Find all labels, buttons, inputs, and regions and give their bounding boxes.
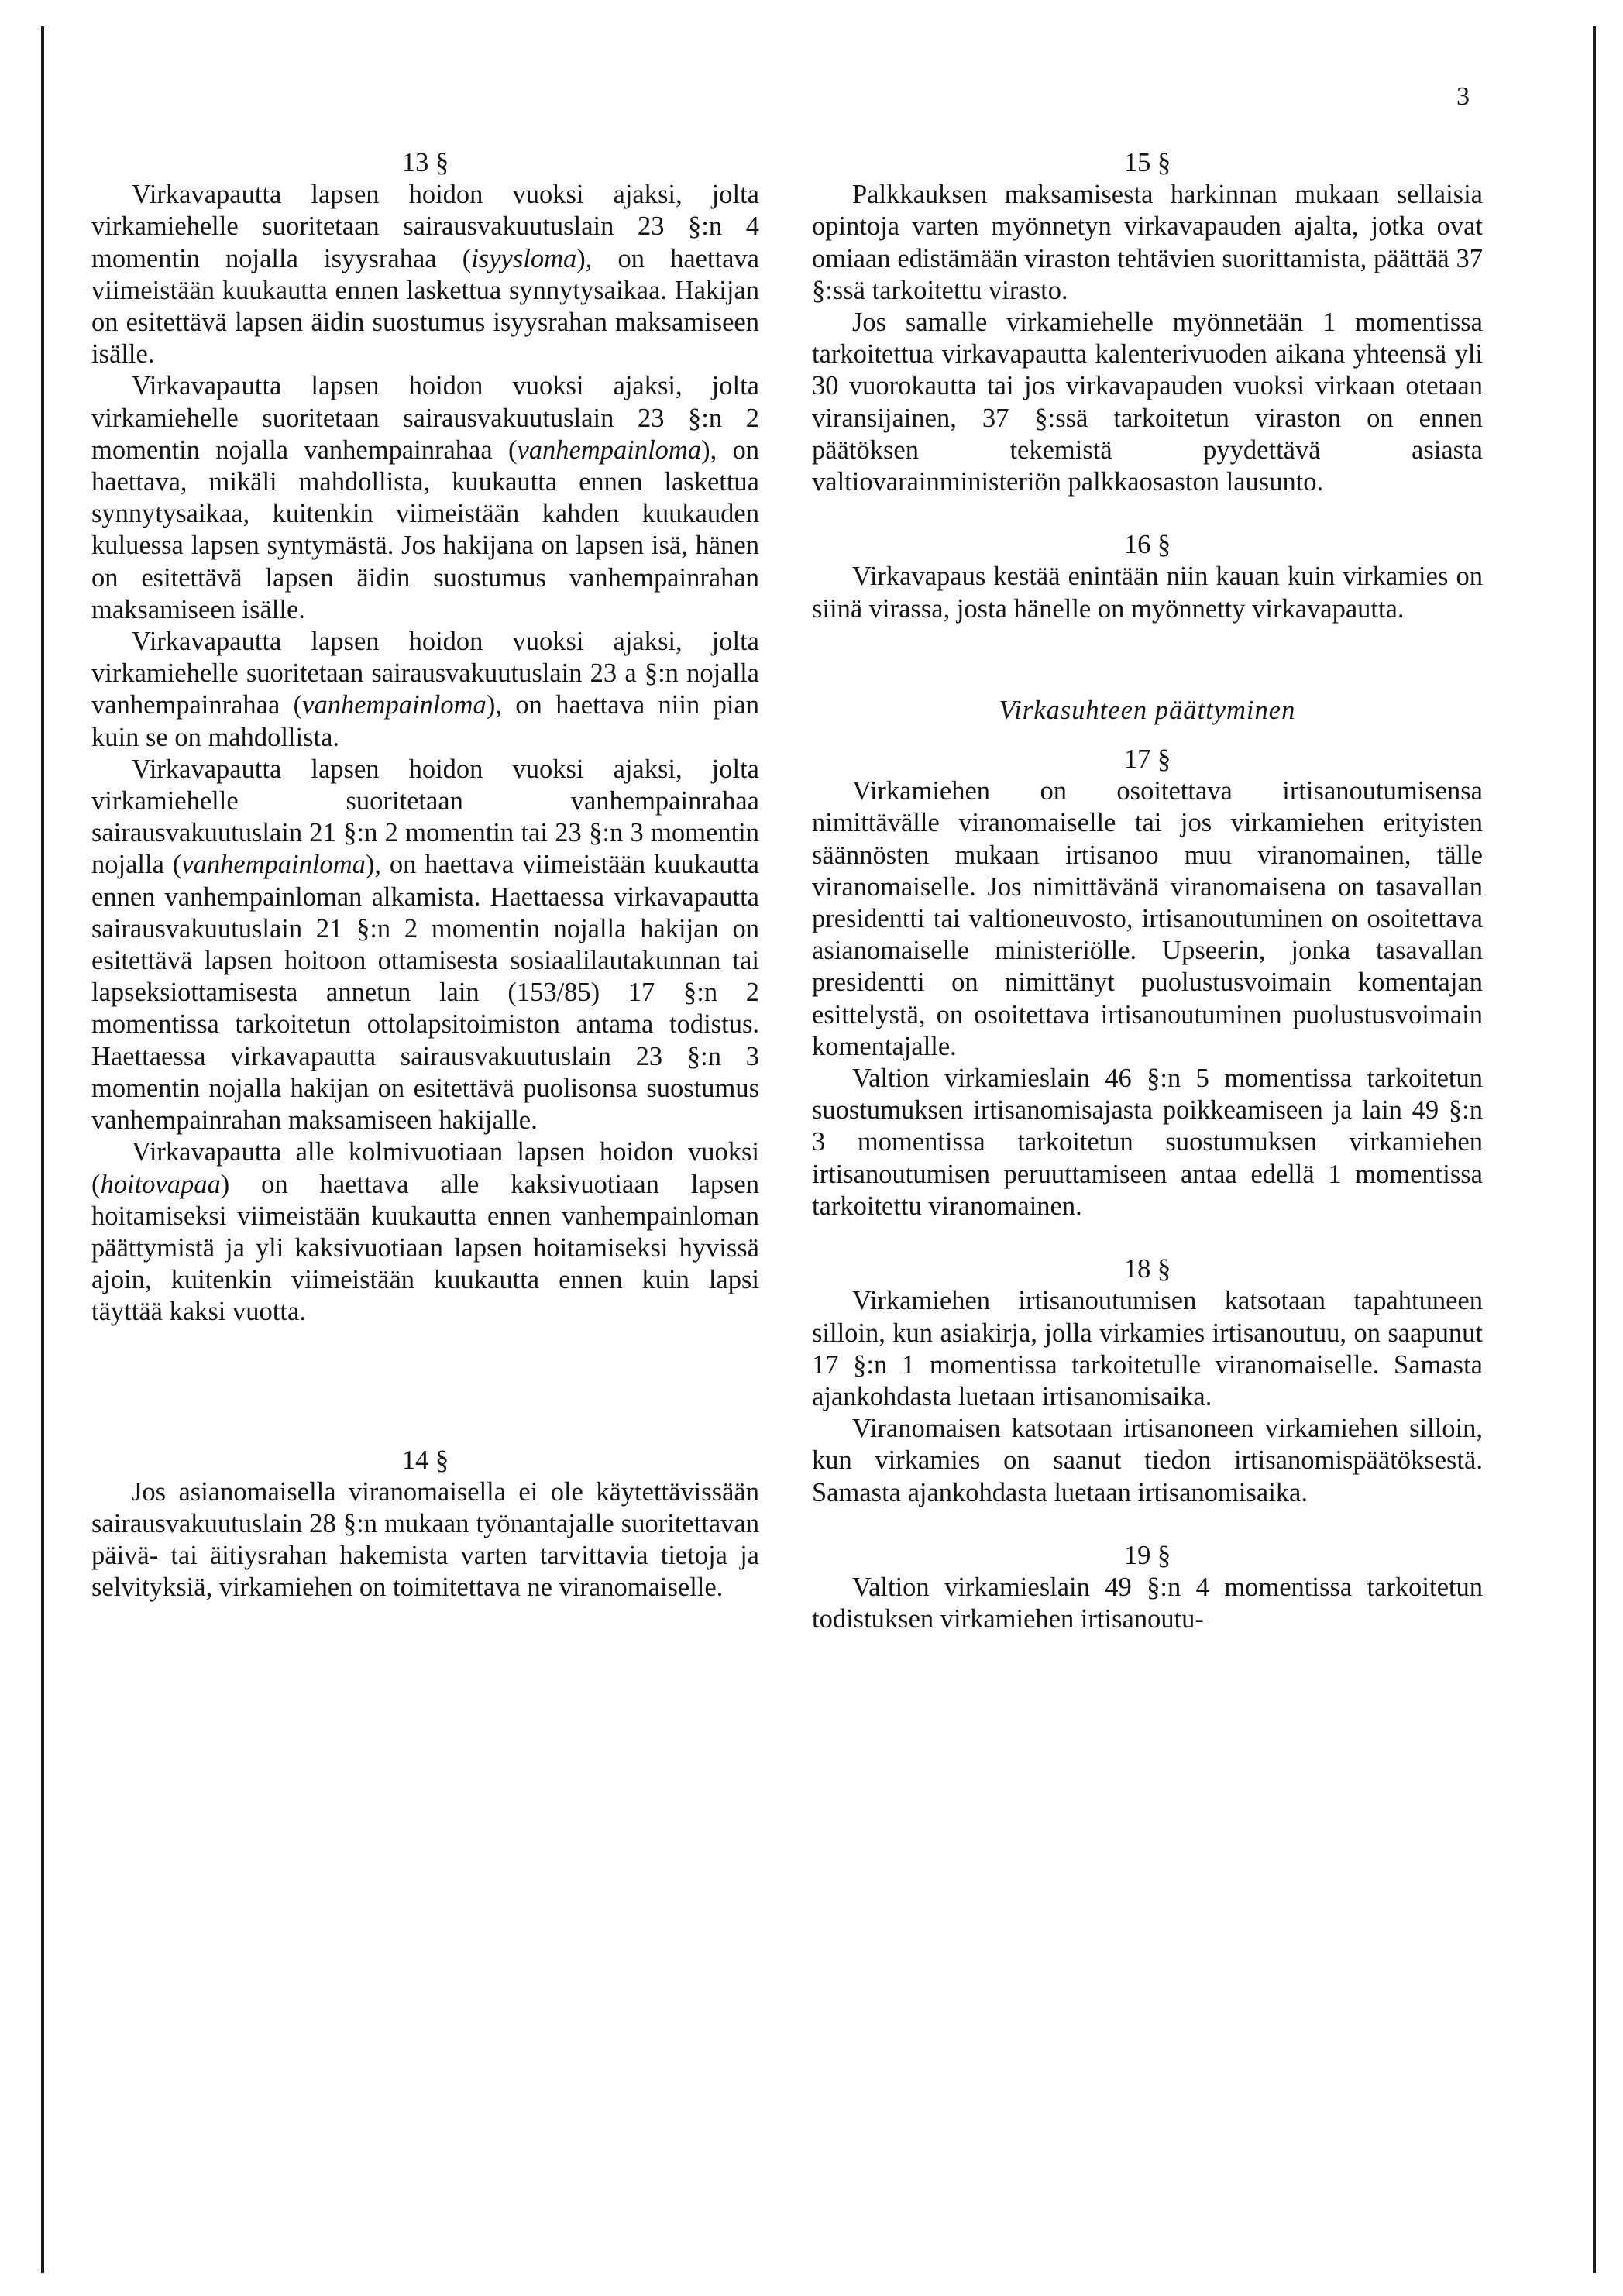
right-margin-rule xyxy=(1593,26,1596,2273)
right-column xyxy=(812,147,1483,1635)
section-13-paragraph-1: Virkavapautta lapsen hoidon vuoksi ajaksi, jolta virkamiehelle suoritetaan sairausvakuutuslain 23 §:n 4 momentin nojalla isyysrahaa (isyysloma), on haettava viimeistään kuukautta ennen laskettua synnytysaikaa. Hakijan on esitettävä lapsen äidin suostumus isyysrahan maksamiseen isälle. xyxy=(91,180,759,369)
section-16-paragraph-1: Virkavapaus kestää enintään niin kauan kuin virkamies on siinä virassa, josta hänelle on myönnetty virkavapautta. xyxy=(812,562,1483,624)
section-17-paragraph-1: Virkamiehen on osoitettava irtisanoutumisensa nimittävälle viranomaiselle tai jos virkamiehen erityisten säännösten mukaan irtisanoo muu viranomainen, tälle viranomaiselle. Jos nimittävänä viranomaisena on tasavallan presidentti tai valtioneuvosto, irtisanoutuminen on osoitettava asianomaiselle ministeriölle. Upseerin, jonka tasavallan presidentti on nimittänyt puolustusvoimain komentajan esittelystä, on osoitettava irtisanoutuminen puolustusvoimain komentajalle. xyxy=(812,776,1483,1061)
term-isyysloma: isyysloma xyxy=(471,243,577,273)
left-margin-rule xyxy=(41,26,44,2273)
section-17-paragraph-2: Valtion virkamieslain 46 §:n 5 momentissa tarkoitetun suostumuksen irtisanomisajasta poikkeamiseen ja lain 49 §:n 3 momentissa tarkoitetun suostumuksen virkamiehen irtisanoutumisen peruuttamiseen antaa edellä 1 momentissa tarkoitettu viranomainen. xyxy=(812,1064,1483,1221)
chapter-title: Virkasuhteen päättyminen xyxy=(999,695,1296,725)
left-column xyxy=(91,147,759,1604)
term-hoitovapaa: hoitovapaa xyxy=(100,1169,221,1199)
section-14-paragraph-1: Jos asianomaisella viranomaisella ei ole käytettävissään sairausvakuutuslain 28 §:n mukaan työnantajalle suoritettavan päivä- tai äitiysrahan hakemista varten tarvittavia tietoja ja selvityksiä, virkamiehen on toimitettava ne viranomaiselle. xyxy=(91,1476,759,1603)
term-vanhempainloma: vanhempainloma xyxy=(517,435,702,465)
section-13-paragraph-4: Virkavapautta lapsen hoidon vuoksi ajaksi, jolta virkamiehelle suoritetaan vanhempainrahaa sairausvakuutuslain 21 §:n 2 momentin tai 23 §:n 3 momentin nojalla (vanhempainloma), on haettava viimeistään kuukautta ennen vanhempainloman alkamista. Haettaessa virkavapautta sairausvakuutuslain 21 §:n 2 momentin nojalla hakijan on esitettävä lapsen hoitoon ottamisesta sosiaalilautakunnan tai lapseksiottamisesta annetun lain (153/85) 17 §:n 2 momentissa tarkoitetun ottolapsitoimiston antama todistus. Haettaessa virkavapautta sairausvakuutuslain 23 §:n 3 momentin nojalla hakijan on esitettävä puolisonsa suostumus vanhempainrahan maksamiseen hakijalle. xyxy=(91,754,759,1136)
section-19-heading: 19 § xyxy=(1123,1540,1171,1570)
section-18-paragraph-2: Viranomaisen katsotaan irtisanoneen virkamiehen silloin, kun virkamies on saanut tiedon irtisanomispäätöksestä. Samasta ajankohdasta luetaan irtisanomisaika. xyxy=(812,1414,1483,1507)
section-17-heading: 17 § xyxy=(1123,744,1171,775)
section-18-heading: 18 § xyxy=(1123,1254,1171,1284)
section-16-heading: 16 § xyxy=(1123,530,1171,560)
term-vanhempainloma: vanhempainloma xyxy=(181,850,366,880)
section-15-paragraph-1: Palkkauksen maksamisesta harkinnan mukaan sellaisia opintoja varten myönnetyn virkavapauden ajalta, jotka ovat omiaan edistämään viraston tehtävien suorittamista, päättää 37 §:ssä tarkoitettu virasto. xyxy=(812,180,1483,305)
section-18-paragraph-1: Virkamiehen irtisanoutumisen katsotaan tapahtuneen silloin, kun asiakirja, jolla virkamies irtisanoutuu, on saapunut 17 §:n 1 momentissa tarkoitetulle viranomaiselle. Samasta ajankohdasta luetaan irtisanomisaika. xyxy=(812,1286,1483,1411)
page-number: 3 xyxy=(1456,82,1470,111)
section-13-paragraph-2: Virkavapautta lapsen hoidon vuoksi ajaksi, jolta virkamiehelle suoritetaan sairausvakuutuslain 23 §:n 2 momentin nojalla vanhempainrahaa (vanhempainloma), on haettava, mikäli mahdollista, kuukautta ennen laskettua synnytysaikaa, kuitenkin viimeistään kahden kuukauden kuluessa lapsen syntymästä. Jos hakijana on lapsen isä, hänen on esitettävä lapsen äidin suostumus vanhempainrahan maksamiseen isälle. xyxy=(91,371,760,624)
section-13-heading: 13 § xyxy=(401,148,449,177)
term-vanhempainloma: vanhempainloma xyxy=(302,690,487,720)
section-15-heading: 15 § xyxy=(1123,148,1171,177)
section-13-paragraph-5: Virkavapautta alle kolmivuotiaan lapsen hoidon vuoksi (hoitovapaa) on haettava alle kaksivuotiaan lapsen hoitamiseksi viimeistään kuukautta ennen vanhempainloman päättymistä ja yli kaksivuotiaan lapsen hoitamiseksi hyvissä ajoin, kuitenkin viimeistään kuukautta ennen kuin lapsi täyttää kaksi vuotta. xyxy=(91,1137,759,1327)
section-15-paragraph-2: Jos samalle virkamiehelle myönnetään 1 momentissa tarkoitettua virkavapautta kalenterivuoden aikana yhteensä yli 30 vuorokautta tai jos virkavapauden vuoksi virkaan otetaan viransijainen, 37 §:ssä tarkoitetun viraston on ennen päätöksen tekemistä pyydettävä asiasta valtiovarainministeriön palkkaosaston lausunto. xyxy=(812,308,1483,497)
section-14-heading: 14 § xyxy=(401,1445,449,1475)
section-19-paragraph-1: Valtion virkamieslain 49 §:n 4 momentissa tarkoitetun todistuksen virkamiehen irtisanoutu- xyxy=(812,1572,1483,1634)
section-13-paragraph-3: Virkavapautta lapsen hoidon vuoksi ajaksi, jolta virkamiehelle suoritetaan sairausvakuutuslain 23 a §:n nojalla vanhempainrahaa (vanhempainloma), on haettava niin pian kuin se on mahdollista. xyxy=(91,627,759,752)
